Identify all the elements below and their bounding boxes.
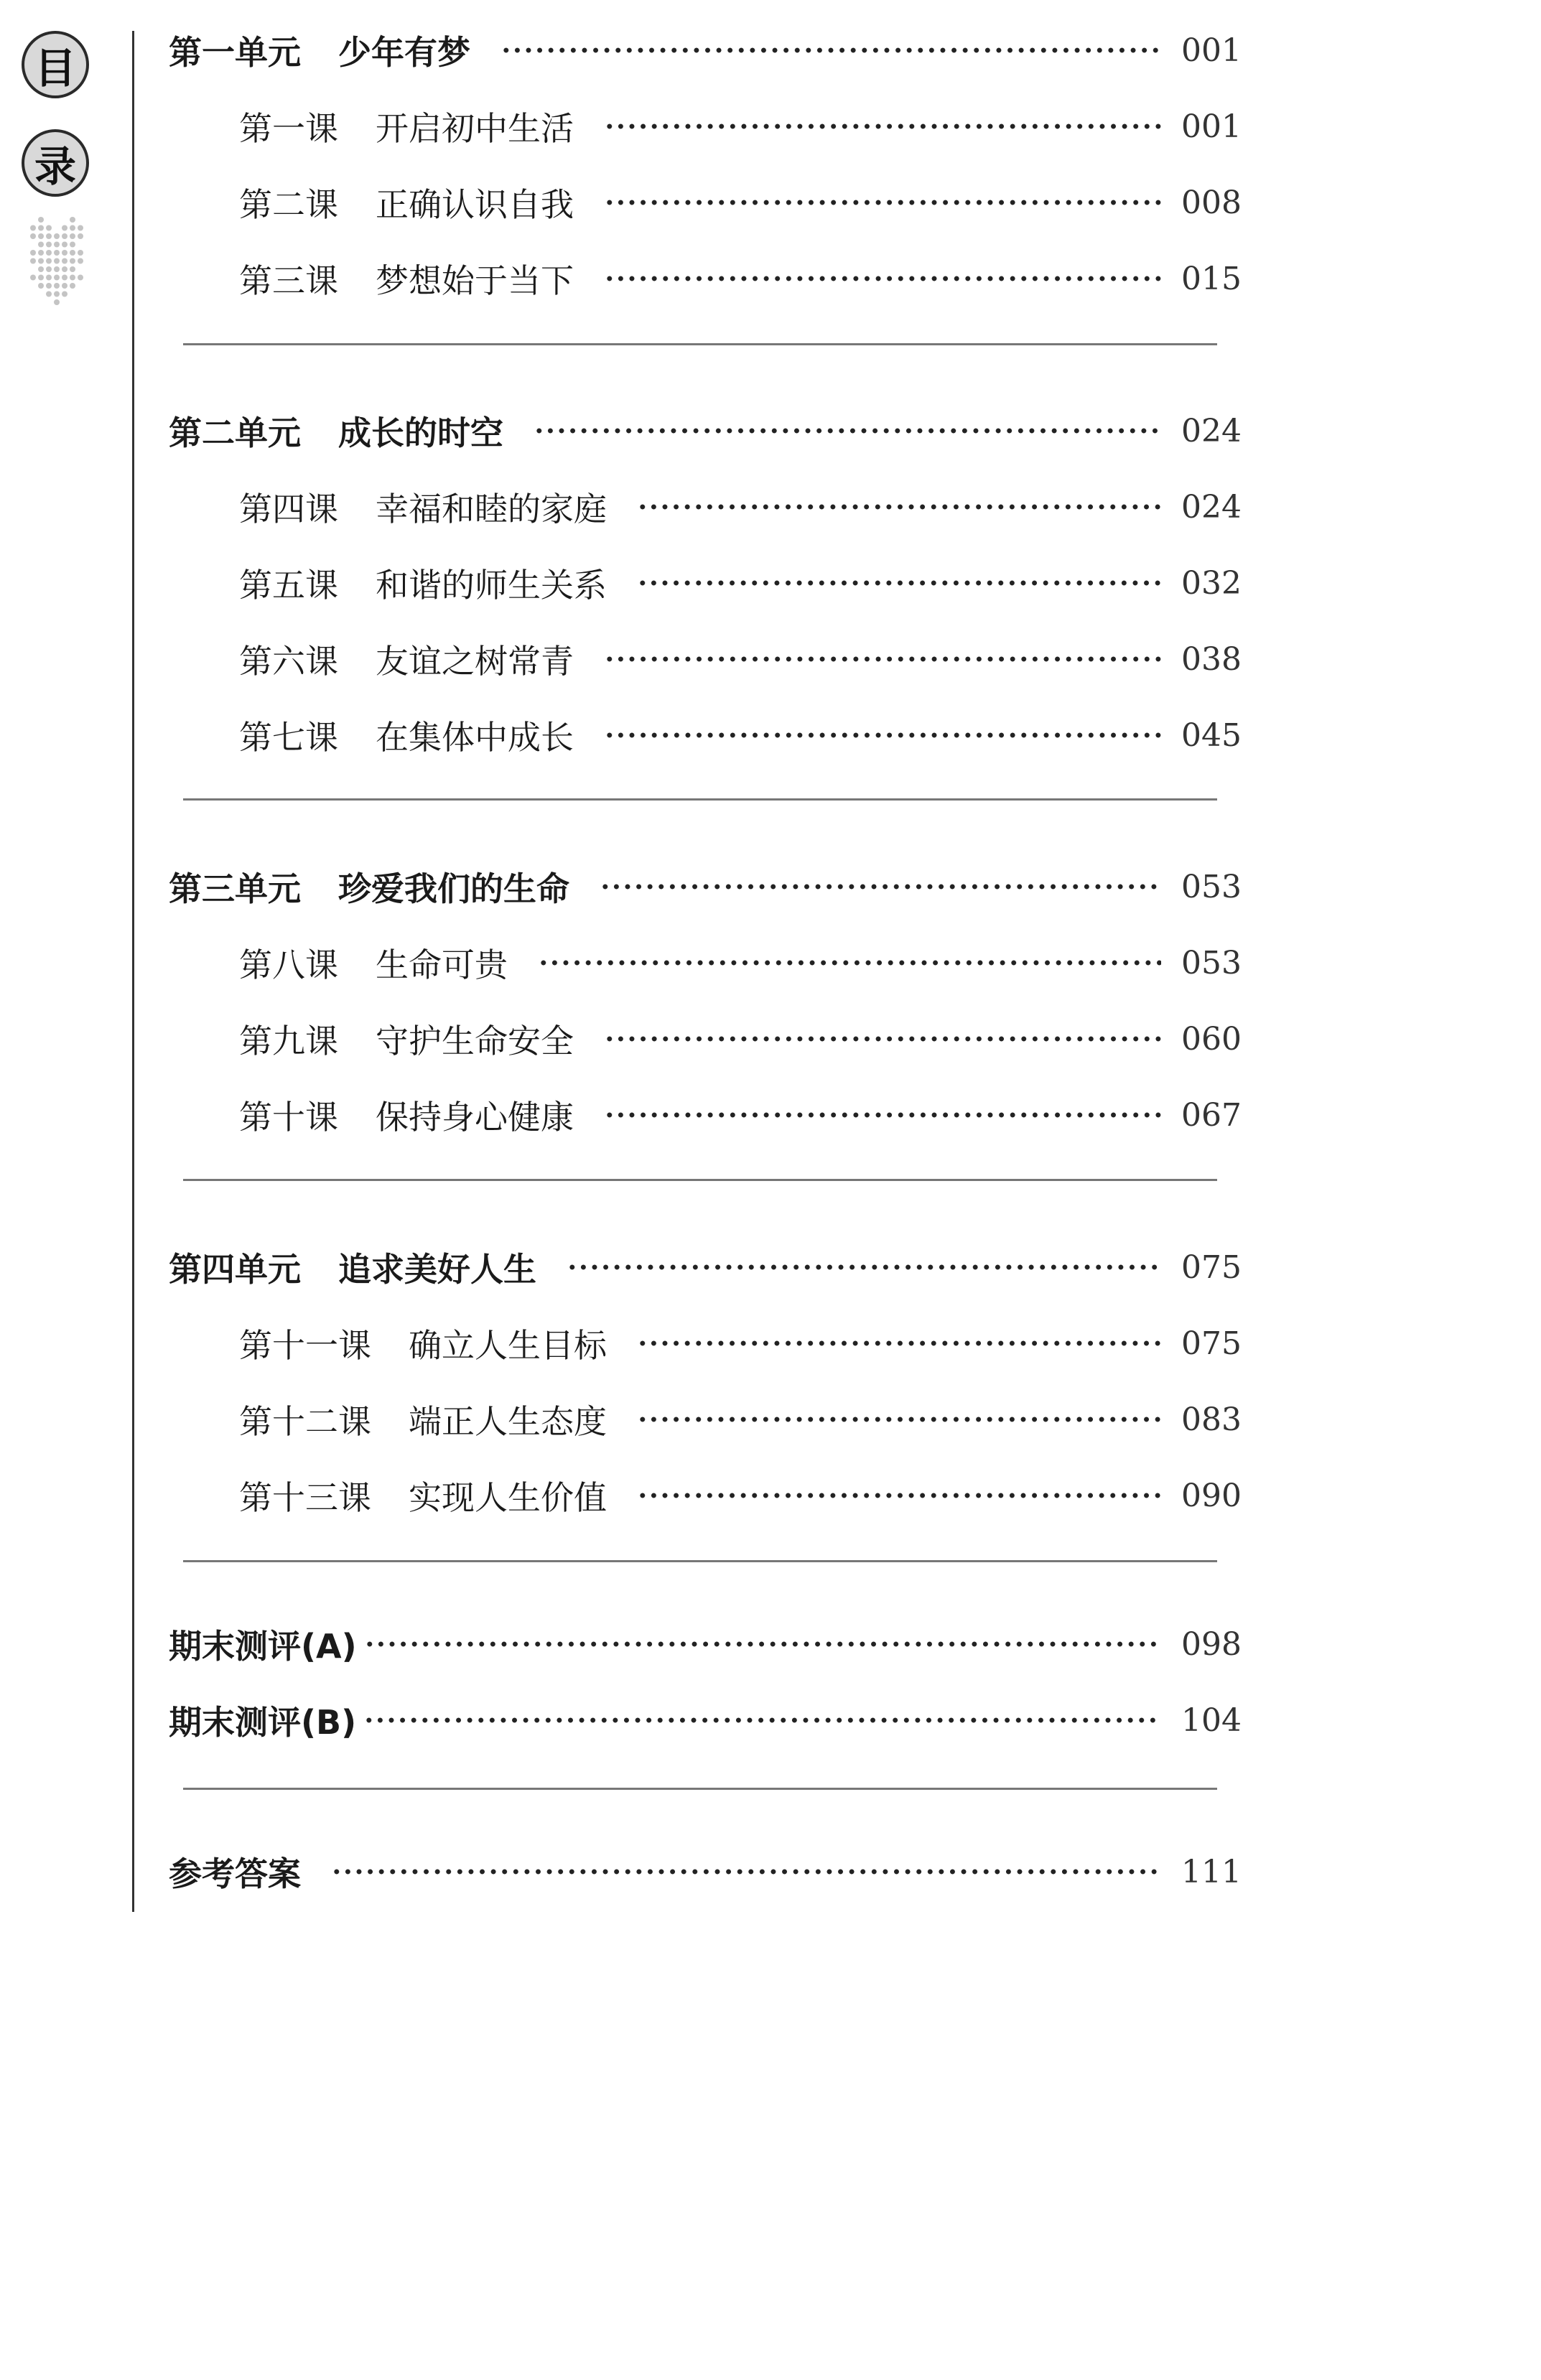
lesson-title: 在集体中成长 — [376, 718, 574, 757]
unit-number: 第四单元 — [169, 1250, 301, 1289]
pattern-dot — [62, 250, 67, 256]
pattern-dot — [62, 291, 67, 297]
unit-entry[interactable] — [169, 1238, 1242, 1296]
unit-title: 追求美好人生 — [338, 1250, 536, 1289]
lesson-number: 第十二课 — [239, 1402, 371, 1441]
page-number: 015 — [1181, 260, 1242, 297]
pattern-dot — [70, 250, 75, 256]
lesson-entry[interactable] — [239, 1086, 1242, 1144]
pattern-dot — [54, 242, 60, 248]
pattern-dot — [70, 275, 75, 281]
pattern-dot — [62, 266, 67, 272]
pattern-dot — [78, 275, 83, 281]
pattern-dot — [70, 283, 75, 289]
unit-entry[interactable] — [169, 858, 1242, 915]
dot-leader — [534, 428, 1161, 434]
page-number: 098 — [1181, 1625, 1242, 1663]
pattern-dot — [30, 225, 36, 231]
section-separator — [183, 798, 1217, 801]
pattern-dot — [38, 258, 44, 264]
lesson-entry[interactable] — [239, 934, 1242, 991]
pattern-dot — [62, 275, 67, 281]
pattern-dot — [54, 283, 60, 289]
pattern-dot — [46, 291, 52, 297]
toc-char-mu: 目 — [22, 31, 89, 98]
dot-leader — [331, 1869, 1161, 1875]
pattern-dot — [78, 225, 83, 231]
pattern-dot — [38, 225, 44, 231]
pattern-dot — [46, 233, 52, 239]
dot-leader — [604, 732, 1161, 738]
pattern-dot — [46, 258, 52, 264]
page-number: 111 — [1181, 1853, 1242, 1890]
unit-entry[interactable] — [169, 402, 1242, 459]
page-number: 075 — [1181, 1325, 1242, 1362]
dot-leader — [637, 1340, 1161, 1346]
page-number: 045 — [1181, 717, 1242, 754]
pattern-dot — [54, 291, 60, 297]
dot-leader — [604, 276, 1161, 281]
lesson-number: 第六课 — [239, 642, 338, 681]
page-number: 075 — [1181, 1249, 1242, 1286]
page-number: 053 — [1181, 868, 1242, 905]
dot-leader — [604, 656, 1161, 662]
pattern-dot — [62, 225, 67, 231]
pattern-dot — [46, 225, 52, 231]
answers-entry[interactable] — [169, 1843, 1242, 1900]
lesson-number: 第八课 — [239, 946, 338, 984]
dot-leader — [364, 1641, 1161, 1647]
pattern-dot — [70, 225, 75, 231]
pattern-dot — [46, 266, 52, 272]
page-number: 024 — [1181, 412, 1242, 449]
pattern-dot — [70, 242, 75, 248]
unit-entry[interactable] — [169, 22, 1242, 79]
page-number: 024 — [1181, 488, 1242, 526]
section-separator — [183, 1179, 1217, 1181]
lesson-title: 梦想始于当下 — [376, 261, 574, 300]
page-number: 067 — [1181, 1096, 1242, 1134]
dot-leader — [637, 1493, 1161, 1498]
lesson-entry[interactable] — [239, 630, 1242, 688]
pattern-dot — [30, 275, 36, 281]
pattern-dot — [46, 283, 52, 289]
dot-leader — [363, 1717, 1161, 1723]
lesson-number: 第十一课 — [239, 1326, 371, 1365]
pattern-dot — [62, 242, 67, 248]
page-number: 090 — [1181, 1477, 1242, 1514]
lesson-entry[interactable] — [239, 706, 1242, 764]
dot-leader — [501, 47, 1161, 53]
pattern-dot — [70, 233, 75, 239]
dot-leader — [604, 1036, 1161, 1042]
lesson-entry[interactable] — [239, 1315, 1242, 1372]
unit-number: 第二单元 — [169, 414, 301, 452]
lesson-number: 第三课 — [239, 261, 338, 300]
section-separator — [183, 1788, 1217, 1790]
pattern-dot — [78, 258, 83, 264]
lesson-number: 第二课 — [239, 185, 338, 224]
lesson-number: 第五课 — [239, 566, 338, 605]
pattern-dot — [38, 217, 44, 223]
lesson-title: 正确认识自我 — [376, 185, 574, 224]
pattern-dot — [78, 250, 83, 256]
dot-leader — [567, 1264, 1161, 1270]
dot-leader — [637, 1417, 1161, 1422]
dot-leader — [538, 960, 1161, 966]
lesson-number: 第九课 — [239, 1022, 338, 1060]
lesson-entry[interactable] — [239, 174, 1242, 231]
pattern-dot — [38, 275, 44, 281]
unit-title: 成长的时空 — [338, 414, 503, 452]
pattern-dot — [30, 233, 36, 239]
lesson-title: 开启初中生活 — [376, 109, 574, 148]
dot-leader — [604, 123, 1161, 129]
pattern-dot — [70, 258, 75, 264]
page-number: 032 — [1181, 564, 1242, 602]
pattern-dot — [46, 275, 52, 281]
exam-entry[interactable] — [169, 1615, 1242, 1673]
pattern-dot — [78, 233, 83, 239]
dot-leader — [604, 200, 1161, 205]
pattern-dot — [62, 258, 67, 264]
lesson-title: 端正人生态度 — [409, 1402, 607, 1441]
lesson-entry[interactable] — [239, 1010, 1242, 1068]
lesson-title: 和谐的师生关系 — [376, 566, 607, 605]
page-number: 060 — [1181, 1020, 1242, 1058]
pattern-dot — [54, 266, 60, 272]
lesson-entry[interactable] — [239, 98, 1242, 155]
pattern-dot — [46, 250, 52, 256]
dot-leader — [604, 1112, 1161, 1118]
dot-leader — [637, 504, 1161, 510]
dot-leader — [637, 580, 1161, 586]
lesson-number: 第十课 — [239, 1098, 338, 1137]
decorative-dot-pattern — [29, 215, 86, 309]
page-number: 001 — [1181, 108, 1242, 145]
toc-char-lu: 录 — [22, 129, 89, 197]
lesson-title: 保持身心健康 — [376, 1098, 574, 1137]
page-number: 104 — [1181, 1702, 1242, 1739]
vertical-divider — [132, 31, 134, 1912]
pattern-dot — [38, 266, 44, 272]
pattern-dot — [70, 217, 75, 223]
pattern-dot — [54, 299, 60, 305]
lesson-number: 第十三课 — [239, 1478, 371, 1517]
exam-entry[interactable] — [169, 1691, 1242, 1749]
unit-title: 珍爱我们的生命 — [338, 869, 569, 908]
pattern-dot — [38, 283, 44, 289]
lesson-entry[interactable] — [239, 554, 1242, 612]
section-separator — [183, 1560, 1217, 1562]
lesson-title: 确立人生目标 — [409, 1326, 607, 1365]
pattern-dot — [38, 242, 44, 248]
lesson-number: 第七课 — [239, 718, 338, 757]
unit-number: 第三单元 — [169, 869, 301, 908]
pattern-dot — [62, 233, 67, 239]
pattern-dot — [30, 250, 36, 256]
pattern-dot — [54, 275, 60, 281]
lesson-entry[interactable] — [239, 250, 1242, 307]
unit exam-title: 期末测评(B) — [169, 1703, 357, 1742]
pattern-dot — [54, 233, 60, 239]
unit exam-title: 期末测评(A) — [169, 1627, 357, 1666]
lesson-number: 第一课 — [239, 109, 338, 148]
unit-title: 少年有梦 — [338, 33, 470, 72]
unit-title: 参考答案 — [169, 1854, 301, 1893]
page-number: 038 — [1181, 640, 1242, 678]
lesson-entry[interactable] — [239, 1467, 1242, 1524]
lesson-entry[interactable] — [239, 478, 1242, 536]
page-number: 001 — [1181, 32, 1242, 69]
unit-number: 第一单元 — [169, 33, 301, 72]
lesson-title: 生命可贵 — [376, 946, 508, 984]
pattern-dot — [54, 250, 60, 256]
pattern-dot — [46, 242, 52, 248]
lesson-title: 友谊之树常青 — [376, 642, 574, 681]
page-number: 008 — [1181, 184, 1242, 221]
pattern-dot — [30, 258, 36, 264]
lesson-entry[interactable] — [239, 1391, 1242, 1448]
pattern-dot — [38, 233, 44, 239]
page-number: 083 — [1181, 1401, 1242, 1438]
lesson-title: 实现人生价值 — [409, 1478, 607, 1517]
page-number: 053 — [1181, 944, 1242, 981]
pattern-dot — [62, 283, 67, 289]
dot-leader — [600, 884, 1161, 890]
lesson-number: 第四课 — [239, 490, 338, 528]
pattern-dot — [38, 250, 44, 256]
section-separator — [183, 343, 1217, 345]
lesson-title: 守护生命安全 — [376, 1022, 574, 1060]
lesson-title: 幸福和睦的家庭 — [376, 490, 607, 528]
pattern-dot — [70, 266, 75, 272]
pattern-dot — [54, 258, 60, 264]
